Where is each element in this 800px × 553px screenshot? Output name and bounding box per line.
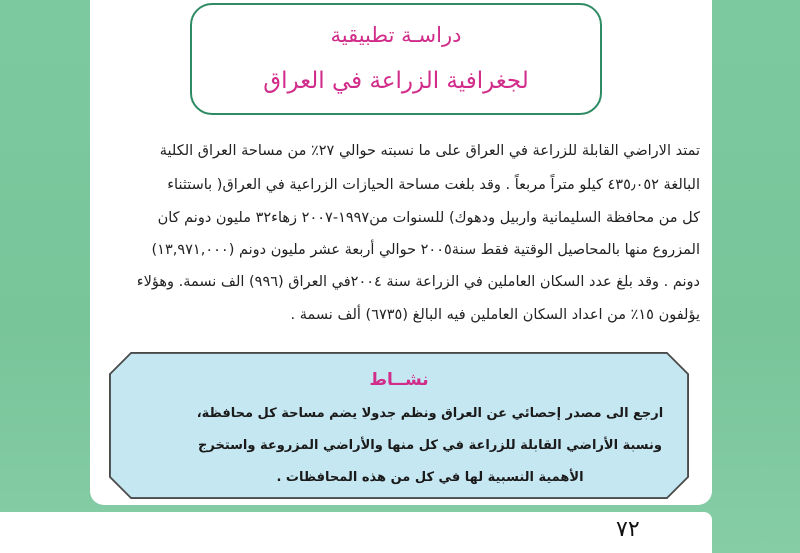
activity-line-2: ونسبة الأراضي القابلة للزراعة في كل منها والأراضي المزروعة واستخرج	[198, 438, 662, 453]
activity-title: نشــاط	[369, 370, 429, 390]
title-frame	[190, 3, 602, 115]
title-line-1: دراسـة تطبيقية	[330, 23, 462, 47]
title-line-2: لجغرافية الزراعة في العراق	[263, 68, 529, 94]
footer-strip	[0, 512, 712, 553]
paragraph-line-1: تمتد الاراضي القابلة للزراعة في العراق على ما نسبته حوالي ٢٧٪ من مساحة العراق الكلية	[159, 143, 700, 159]
page-number: ٧٢	[616, 517, 640, 542]
activity-line-1: ارجع الى مصدر إحصائي عن العراق ونظم جدولا يضم مساحة كل محافظة،	[196, 406, 664, 421]
paragraph-line-2: البالغة ٤٣٥٫٠٥٢ كيلو متراً مربعاً . وقد بلغت مساحة الحيازات الزراعية في العراق( باستثناء	[167, 177, 700, 193]
paragraph-line-6: يؤلفون ١٥٪ من اعداد السكان العاملين فيه البالغ (٦٧٣٥) ألف نسمة .	[290, 307, 700, 323]
paragraph-line-5: دونم . وقد بلغ عدد السكان العاملين في الزراعة سنة ٢٠٠٤في العراق (٩٩٦) الف نسمة. وهؤلاء	[136, 274, 700, 290]
paragraph-line-3: كل من محافظة السليمانية واربيل ودهوك) للسنوات من١٩٩٧-٢٠٠٧ زهاء٣٢ مليون دونم كان	[157, 210, 700, 226]
paragraph-line-4: المزروع منها بالمحاصيل الوقتية فقط سنة٢٠٠٥ حوالي أربعة عشر مليون دونم (١٣,٩٧١,٠٠٠)	[151, 242, 700, 258]
activity-line-3: الأهمية النسبية لها في كل من هذه المحافظات .	[276, 470, 584, 485]
